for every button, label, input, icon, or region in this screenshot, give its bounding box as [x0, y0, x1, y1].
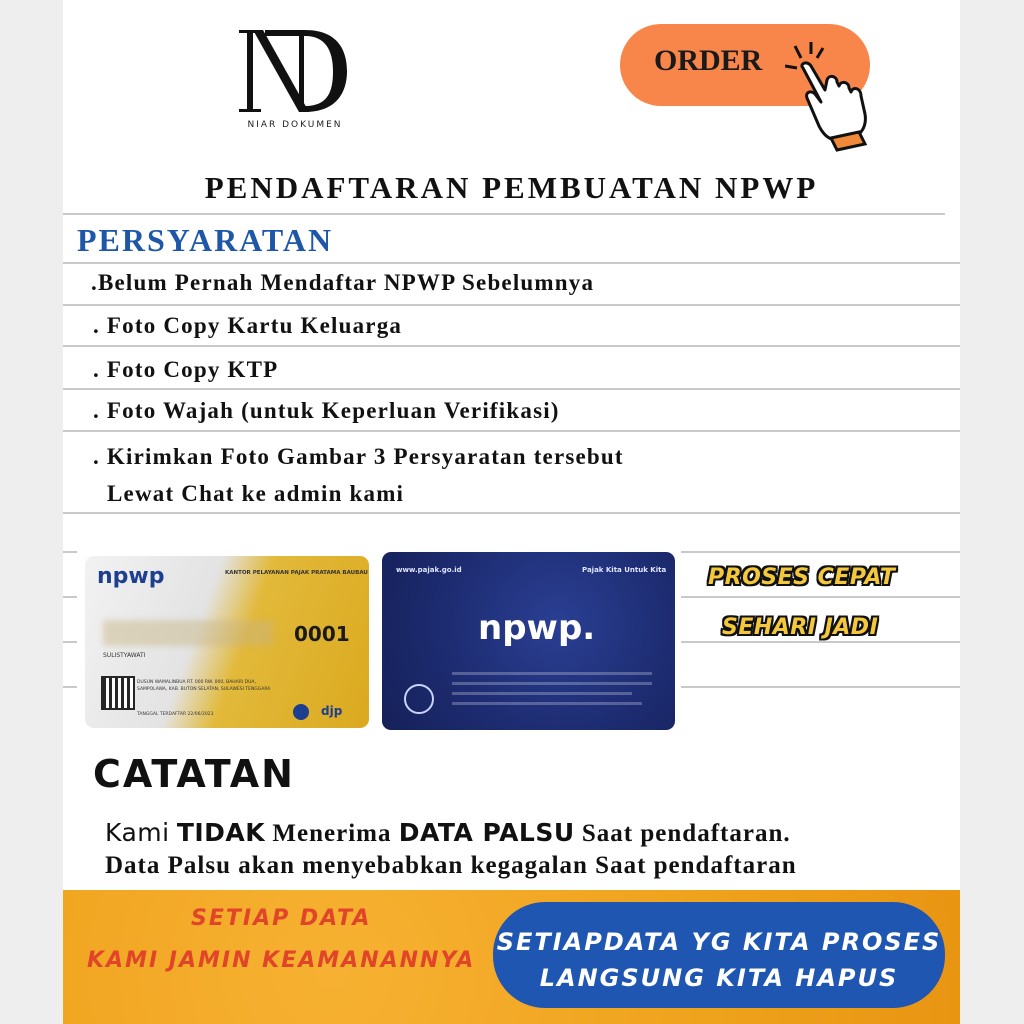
divider: [63, 213, 945, 215]
ministry-seal-icon: [404, 684, 434, 714]
requirement-item: .Belum Pernah Mendaftar NPWP Sebelumnya: [91, 270, 595, 295]
npwp-logo: npwp: [97, 564, 165, 589]
note-word: Kami: [105, 818, 170, 847]
note-word: Menerima: [272, 820, 392, 847]
divider: [681, 641, 960, 643]
djp-logo: djp: [321, 704, 343, 718]
promo-line-2: SEHARI JADI: [722, 615, 879, 640]
brand-logo: [235, 22, 355, 140]
note-emphasis: DATA PALSU: [398, 818, 575, 847]
divider: [681, 596, 960, 598]
divider: [63, 686, 77, 688]
card-address-2: SAMPOLAWA, KAB. BUTON SELATAN, SULAWESI TENGGARA: [137, 687, 271, 692]
note-emphasis: TIDAK: [176, 818, 266, 847]
divider: [63, 304, 960, 306]
requirement-item: . Foto Copy KTP: [93, 357, 279, 382]
card-url: www.pajak.go.id: [396, 566, 462, 574]
promo-line-1: PROSES CEPAT: [708, 565, 896, 590]
divider: [63, 596, 77, 598]
footer-left-line-1: SETIAP DATA: [191, 906, 372, 931]
divider: [63, 388, 960, 390]
npwp-logo-large: npwp.: [478, 608, 596, 648]
divider: [681, 686, 960, 688]
footer-pill: [493, 902, 945, 1008]
qr-code-icon: [101, 676, 135, 710]
footer-pill-line-2: LANGSUNG KITA HAPUS: [539, 964, 899, 992]
divider: [63, 262, 960, 264]
divider: [63, 512, 960, 514]
card-number-suffix: 0001: [294, 622, 350, 646]
card-text-line: [452, 692, 632, 695]
divider: [63, 430, 960, 432]
footer-banner: [63, 890, 960, 1024]
note-line-2: Data Palsu akan menyebabkan kegagalan Saat pendaftaran: [105, 852, 797, 879]
card-text-line: [452, 702, 642, 705]
requirement-item: . Foto Copy Kartu Keluarga: [93, 313, 403, 338]
divider: [681, 551, 960, 553]
card-office: KANTOR PELAYANAN PAJAK PRATAMA BAUBAU: [225, 570, 368, 576]
footer-left-line-2: KAMI JAMIN KEAMANANNYA: [87, 948, 476, 973]
requirement-item: . Kirimkan Foto Gambar 3 Persyaratan tersebut: [93, 444, 624, 469]
flyer-sheet: [63, 0, 960, 1024]
order-button-label: ORDER: [654, 44, 763, 77]
divider: [63, 641, 77, 643]
card-text-line: [452, 672, 652, 675]
footer-pill-line-1: SETIAPDATA YG KITA PROSES: [496, 928, 942, 956]
card-text-line: [452, 682, 652, 685]
note-line-1: [105, 818, 791, 848]
pointing-hand-icon: [785, 40, 877, 152]
brand-name: NIAR DOKUMEN: [247, 120, 343, 130]
notes-heading: CATATAN: [93, 752, 295, 796]
divider: [63, 551, 77, 553]
note-word: Saat pendaftaran.: [581, 820, 791, 847]
blurred-number: [103, 620, 273, 646]
requirement-item: . Foto Wajah (untuk Keperluan Verifikasi): [93, 398, 560, 423]
nd-monogram-icon: [235, 22, 355, 120]
card-address-1: DUSUN WAMALINBUA RT. 000 RW. 000, BAHARI DUA,: [137, 680, 256, 685]
card-registered: TANGGAL TERDAFTAR 22/06/2023: [137, 712, 214, 717]
divider: [63, 345, 960, 347]
page-title: PENDAFTARAN PEMBUATAN NPWP: [204, 170, 819, 205]
requirements-heading: PERSYARATAN: [77, 222, 334, 258]
ministry-seal-icon: [293, 704, 309, 720]
npwp-card-back: [382, 552, 675, 730]
requirement-item: Lewat Chat ke admin kami: [107, 481, 405, 506]
card-tagline: Pajak Kita Untuk Kita: [582, 566, 667, 574]
npwp-card-front: [85, 556, 369, 728]
card-holder: SULISTYAWATI: [103, 652, 146, 659]
